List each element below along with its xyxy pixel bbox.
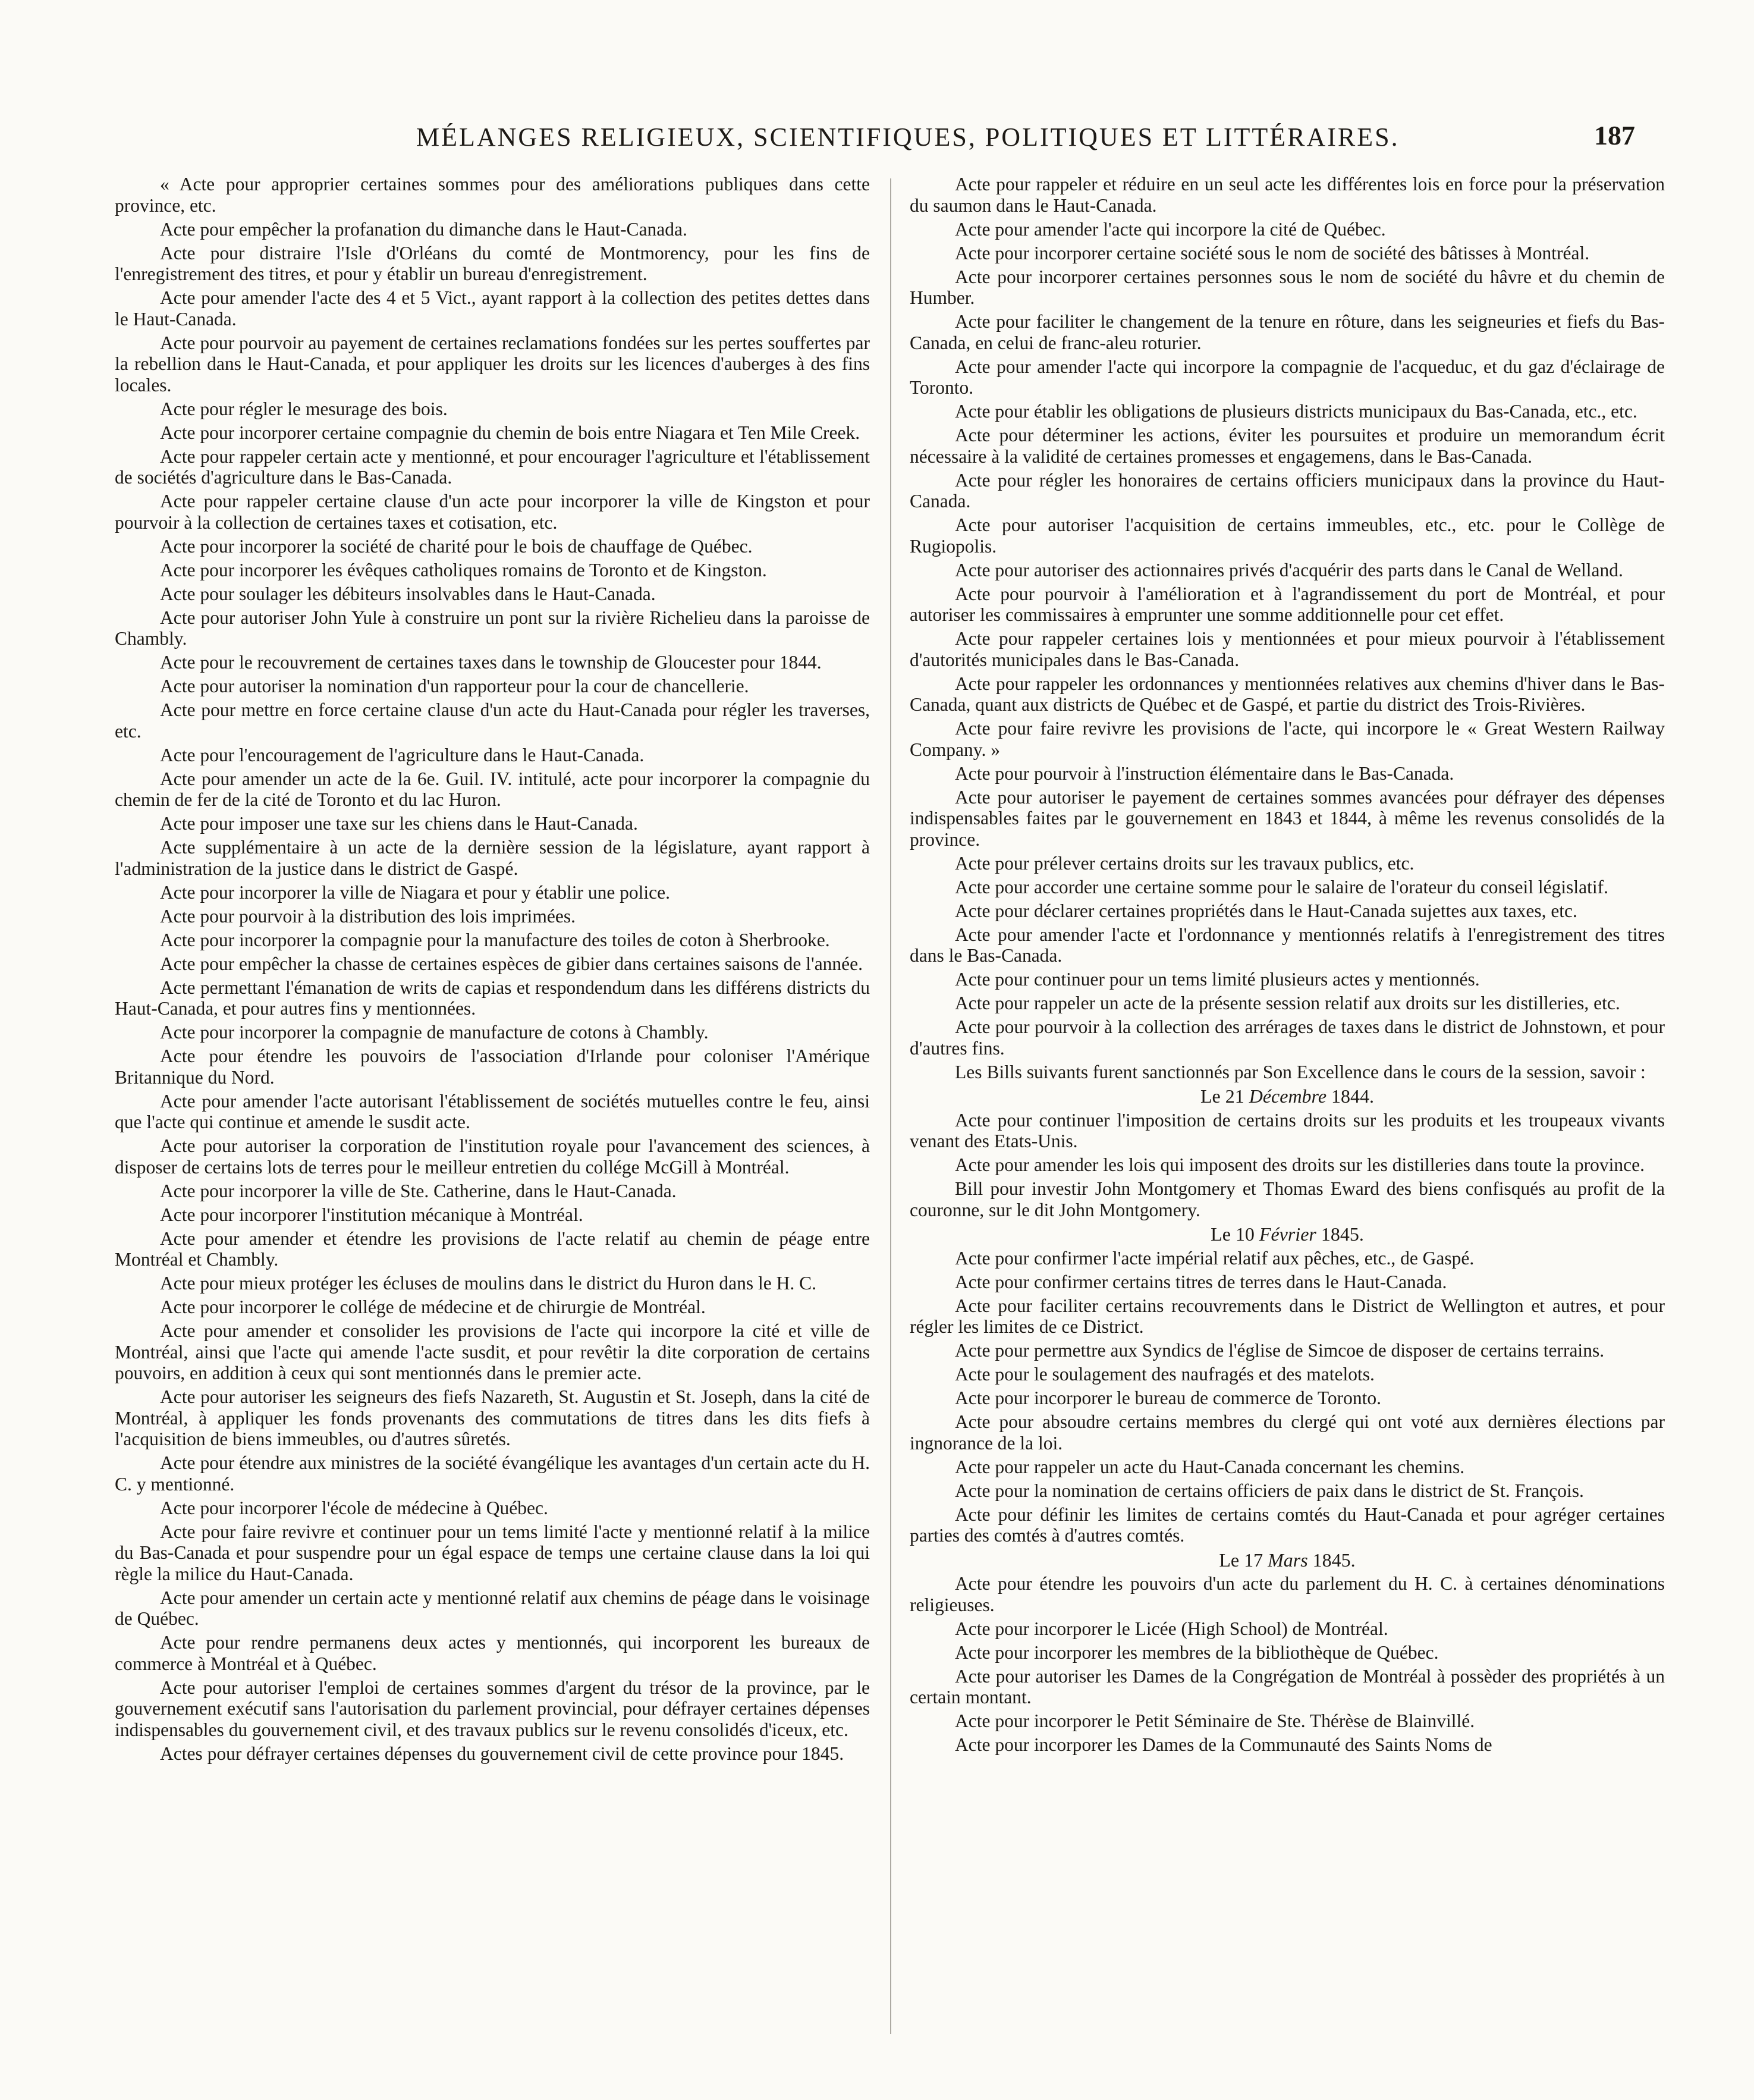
act-paragraph: Acte pour rappeler certaine clause d'un acte pour incorporer la ville de Kingston et pour pourvoir à la collection de certaines taxes et cotisation, etc. bbox=[115, 491, 870, 533]
section-3-acts bbox=[910, 1573, 1665, 1756]
act-paragraph: Acte pour amender l'acte qui incorpore la cité de Québec. bbox=[955, 218, 1386, 240]
act-paragraph: Acte pour le soulagement des naufragés et des matelots. bbox=[955, 1364, 1375, 1385]
act-paragraph: Acte pour prélever certains droits sur les travaux publics, etc. bbox=[955, 852, 1414, 874]
act-paragraph: Bill pour investir John Montgomery et Thomas Eward des biens confisqués au profit de la couronne, sur le dit John Montgomery. bbox=[910, 1178, 1665, 1220]
act-paragraph: Acte pour déclarer certaines propriétés dans le Haut-Canada sujettes aux taxes, etc. bbox=[955, 900, 1577, 921]
act-paragraph: Acte pour étendre aux ministres de la société évangélique les avantages d'un certain acte du H. C. y mentionné. bbox=[115, 1452, 870, 1495]
act-paragraph: Acte pour mettre en force certaine clause d'un acte du Haut-Canada pour régler les traverses, etc. bbox=[115, 699, 870, 742]
date-prefix: Le 21 bbox=[1200, 1085, 1244, 1107]
act-paragraph: Acte pour rappeler un acte du Haut-Canada concernant les chemins. bbox=[955, 1456, 1465, 1477]
act-paragraph: Acte pour incorporer certaines personnes sous le nom de société du hâvre et du chemin de Humber. bbox=[910, 266, 1665, 308]
act-paragraph: Acte pour faciliter certains recouvrements dans le District de Wellington et autres, et pour régler les limites de ce District. bbox=[910, 1295, 1665, 1337]
left-column bbox=[115, 174, 870, 2053]
act-paragraph: Acte pour amender un certain acte y mentionné relatif aux chemins de péage dans le voisinage de Québec. bbox=[115, 1587, 870, 1629]
act-paragraph: Acte pour imposer une taxe sur les chiens dans le Haut-Canada. bbox=[160, 813, 638, 834]
act-paragraph: Acte permettant l'émanation de writs de capias et respondendum dans les différens districts du Haut-Canada, et pour autres fins y mentionnées. bbox=[115, 977, 870, 1019]
column-divider bbox=[890, 178, 891, 2034]
act-paragraph: Acte pour autoriser l'acquisition de certains immeubles, etc., etc. pour le Collège de Rugiopolis. bbox=[910, 514, 1665, 557]
act-paragraph: Acte pour autoriser la nomination d'un rapporteur pour la cour de chancellerie. bbox=[160, 676, 749, 696]
act-paragraph: Acte pour autoriser les Dames de la Congrégation de Montréal à possèder des propriétés à un certain montant. bbox=[910, 1665, 1665, 1707]
page-number: 187 bbox=[1594, 120, 1635, 150]
act-paragraph: Acte pour confirmer certains titres de terres dans le Haut-Canada. bbox=[955, 1271, 1447, 1292]
act-paragraph: Acte pour faire revivre et continuer pour un tems limité l'acte y mentionné relatif à la milice du Bas-Canada et pour suspendre pour un égal espace de temps une certaine clause dans la loi qui règle la milice du Haut-Canada. bbox=[115, 1521, 870, 1584]
act-paragraph: Acte pour permettre aux Syndics de l'église de Simcoe de disposer de certains terrains. bbox=[955, 1340, 1605, 1361]
act-paragraph: Acte pour faire revivre les provisions de l'acte, qui incorpore le « Great Western Railway Company. » bbox=[910, 718, 1665, 760]
act-paragraph: Acte pour incorporer certaine société sous le nom de société des bâtisses à Montréal. bbox=[955, 242, 1590, 263]
act-paragraph: Acte pour incorporer le collége de médecine et de chirurgie de Montréal. bbox=[160, 1297, 706, 1317]
act-paragraph: Acte pour amender un acte de la 6e. Guil. IV. intitulé, acte pour incorporer la compagnie du chemin de fer de la cité de Toronto et du lac Huron. bbox=[115, 768, 870, 810]
act-paragraph: Acte pour autoriser les seigneurs des fiefs Nazareth, St. Augustin et St. Joseph, dans la cité de Montréal, à appliquer les fonds provenants des commutations de titres dans les dits fiefs à l'acquisition de biens immeubles, ou d'autres sûretés. bbox=[115, 1386, 870, 1449]
act-paragraph: Acte pour l'encouragement de l'agriculture dans le Haut-Canada. bbox=[160, 744, 645, 765]
act-paragraph: Acte pour incorporer l'institution mécanique à Montréal. bbox=[160, 1204, 583, 1225]
act-paragraph: Acte pour étendre les pouvoirs de l'association d'Irlande pour coloniser l'Amérique Britannique du Nord. bbox=[115, 1046, 870, 1088]
act-paragraph: Acte pour pourvoir à l'amélioration et à l'agrandissement du port de Montréal, et pour autoriser les commissaires à emprunter une somme additionnelle pour cet effet. bbox=[910, 583, 1665, 625]
act-paragraph: Acte pour amender les lois qui imposent des droits sur les distilleries dans toute la province. bbox=[955, 1154, 1645, 1175]
act-paragraph: Acte pour incorporer le Petit Séminaire de Ste. Thérèse de Blainvillé. bbox=[955, 1710, 1475, 1731]
date-year: 1845. bbox=[1321, 1223, 1364, 1245]
act-paragraph: Acte pour amender l'acte et l'ordonnance y mentionnés relatifs à l'enregistrement des titres dans le Bas-Canada. bbox=[910, 924, 1665, 966]
date-heading-1 bbox=[910, 1086, 1665, 1107]
act-paragraph: Acte pour rappeler certain acte y mentionné, et pour encourager l'agriculture et l'établissement de sociétés d'agriculture dans le Bas-Canada. bbox=[115, 445, 870, 488]
date-month: Décembre bbox=[1249, 1085, 1327, 1107]
act-paragraph: Acte pour rappeler et réduire en un seul acte les différentes lois en force pour la préservation du saumon dans le Haut-Canada. bbox=[910, 174, 1665, 216]
act-paragraph: Acte pour autoriser le payement de certaines sommes avancées pour défrayer des dépenses indispensables faites par le gouvernement en 1843 et 1844, à même les revenus consolidés de la province. bbox=[910, 786, 1665, 850]
act-paragraph: Acte pour incorporer la ville de Ste. Catherine, dans le Haut-Canada. bbox=[160, 1180, 677, 1201]
bills-intro: Les Bills suivants furent sanctionnés par Son Excellence dans le cours de la session, savoir : bbox=[955, 1061, 1646, 1082]
act-paragraph: Acte pour rappeler les ordonnances y mentionnées relatives aux chemins d'hiver dans le Bas-Canada, quant aux districts de Québec et de Gaspé, et partie du district des Trois-Rivières. bbox=[910, 673, 1665, 715]
act-paragraph: Acte pour empêcher la profanation du dimanche dans le Haut-Canada. bbox=[160, 218, 687, 240]
act-paragraph: Acte pour distraire l'Isle d'Orléans du comté de Montmorency, pour les fins de l'enregistrement des titres, et pour y établir un bureau d'enregistrement. bbox=[115, 242, 870, 284]
act-paragraph: Actes pour défrayer certaines dépenses du gouvernement civil de cette province pour 1845. bbox=[160, 1743, 844, 1764]
act-paragraph: Acte pour autoriser John Yule à construire un pont sur la rivière Richelieu dans la paroisse de Chambly. bbox=[115, 607, 870, 649]
act-paragraph: Acte pour absoudre certains membres du clergé qui ont voté aux dernières élections par ingnorance de la loi. bbox=[910, 1411, 1665, 1454]
date-heading-2 bbox=[910, 1224, 1665, 1245]
act-paragraph: Acte pour confirmer l'acte impérial relatif aux pêches, etc., de Gaspé. bbox=[955, 1247, 1475, 1269]
act-paragraph: Acte pour déterminer les actions, éviter les poursuites et produire un memorandum écrit nécessaire à la validité de certaines promesses et engagemens, dans le Bas-Canada. bbox=[910, 425, 1665, 467]
act-paragraph: Acte pour régler le mesurage des bois. bbox=[160, 398, 448, 419]
act-paragraph: Acte pour continuer l'imposition de certains droits sur les produits et les troupeaux vivants venant des Etats-Unis. bbox=[910, 1109, 1665, 1151]
date-heading-3 bbox=[910, 1550, 1665, 1571]
act-paragraph: Acte pour pourvoir à la distribution des lois imprimées. bbox=[160, 905, 576, 927]
act-paragraph: Acte pour la nomination de certains officiers de paix dans le district de St. François. bbox=[955, 1480, 1584, 1501]
act-paragraph: Acte pour incorporer le Licée (High School) de Montréal. bbox=[955, 1618, 1388, 1639]
act-paragraph: « Acte pour approprier certaines sommes pour des améliorations publiques dans cette province, etc. bbox=[115, 174, 870, 216]
date-month: Mars bbox=[1268, 1549, 1308, 1571]
act-paragraph: Acte pour pourvoir au payement de certaines reclamations fondées sur les pertes souffertes par la rebellion dans le Haut-Canada, et pour appliquer les droits sur les licences d'auberges à des fins locales. bbox=[115, 332, 870, 395]
act-paragraph: Acte pour continuer pour un tems limité plusieurs actes y mentionnés. bbox=[955, 969, 1480, 990]
act-paragraph: Acte pour rappeler un acte de la présente session relatif aux droits sur les distilleries, etc. bbox=[955, 993, 1620, 1013]
act-paragraph: Acte pour amender l'acte autorisant l'établissement de sociétés mutuelles contre le feu, ainsi que l'acte qui continue et amende le susdit acte. bbox=[115, 1090, 870, 1132]
act-paragraph: Acte pour amender l'acte qui incorpore la compagnie de l'acqueduc, et du gaz d'éclairage de Toronto. bbox=[910, 356, 1665, 398]
act-paragraph: Acte pour accorder une certaine somme pour le salaire de l'orateur du conseil législatif. bbox=[955, 876, 1608, 897]
section-2-acts bbox=[910, 1248, 1665, 1546]
act-paragraph: Acte supplémentaire à un acte de la dernière session de la législature, ayant rapport à l'administration de la justice dans le district de Gaspé. bbox=[115, 837, 870, 879]
act-paragraph: Acte pour incorporer la compagnie pour la manufacture des toiles de coton à Sherbrooke. bbox=[160, 929, 830, 950]
section-1-acts bbox=[910, 1110, 1665, 1221]
date-year: 1845. bbox=[1312, 1549, 1356, 1571]
act-paragraph: Acte pour faciliter le changement de la tenure en rôture, dans les seigneuries et fiefs du Bas-Canada, en celui de franc-aleu roturier. bbox=[910, 311, 1665, 353]
act-paragraph: Acte pour amender et consolider les provisions de l'acte qui incorpore la cité et ville de Montréal, ainsi que l'acte qui amende l'acte susdit, et pour revêtir la dite corporation de certains pouvoirs, en addition à ceux qui sont mentionnés dans le premier acte. bbox=[115, 1320, 870, 1383]
act-paragraph: Acte pour incorporer la ville de Niagara et pour y établir une police. bbox=[160, 881, 671, 903]
act-paragraph: Acte pour établir les obligations de plusieurs districts municipaux du Bas-Canada, etc., etc. bbox=[955, 401, 1637, 422]
act-paragraph: Acte pour rappeler certaines lois y mentionnées et pour mieux pourvoir à l'établissement d'autorités municipales dans le Bas-Canada. bbox=[910, 628, 1665, 670]
act-paragraph: Acte pour incorporer l'école de médecine à Québec. bbox=[160, 1497, 548, 1518]
act-paragraph: Acte pour incorporer les membres de la bibliothèque de Québec. bbox=[955, 1641, 1439, 1663]
date-month: Février bbox=[1259, 1223, 1316, 1245]
act-paragraph: Acte pour le recouvrement de certaines taxes dans le township de Gloucester pour 1844. bbox=[160, 652, 822, 673]
act-paragraph: Acte pour incorporer les évêques catholiques romains de Toronto et de Kingston. bbox=[160, 559, 767, 580]
date-year: 1844. bbox=[1331, 1085, 1375, 1107]
date-prefix: Le 10 bbox=[1211, 1223, 1255, 1245]
act-paragraph: Acte pour autoriser la corporation de l'institution royale pour l'avancement des sciences, à disposer de certains lots de terres pour le meilleur entretien du collége McGill à Montréal. bbox=[115, 1135, 870, 1178]
date-prefix: Le 17 bbox=[1219, 1549, 1263, 1571]
act-paragraph: Acte pour amender et étendre les provisions de l'acte relatif au chemin de péage entre Montréal et Chambly. bbox=[115, 1228, 870, 1270]
act-paragraph: Acte pour définir les limites de certains comtés du Haut-Canada et pour agréger certaines parties des comtés à d'autres comtés. bbox=[910, 1503, 1665, 1546]
right-column bbox=[910, 174, 1665, 2053]
act-paragraph: Acte pour pourvoir à l'instruction élémentaire dans le Bas-Canada. bbox=[955, 762, 1454, 784]
act-paragraph: Acte pour pourvoir à la collection des arrérages de taxes dans le district de Johnstown, et pour d'autres fins. bbox=[910, 1016, 1665, 1059]
act-paragraph: Acte pour empêcher la chasse de certaines espèces de gibier dans certaines saisons de l'année. bbox=[160, 953, 863, 974]
act-paragraph: Acte pour rendre permanens deux actes y mentionnés, qui incorporent les bureaux de commerce à Montréal et à Québec. bbox=[115, 1632, 870, 1674]
running-title: MÉLANGES RELIGIEUX, SCIENTIFIQUES, POLITIQUES ET LITTÉRAIRES. bbox=[416, 123, 1400, 152]
act-paragraph: Acte pour incorporer les Dames de la Communauté des Saints Noms de bbox=[955, 1734, 1492, 1755]
act-paragraph: Acte pour soulager les débiteurs insolvables dans le Haut-Canada. bbox=[160, 583, 656, 604]
act-paragraph: Acte pour incorporer la société de charité pour le bois de chauffage de Québec. bbox=[160, 535, 753, 557]
running-header bbox=[107, 122, 1635, 158]
act-paragraph: Acte pour incorporer certaine compagnie du chemin de bois entre Niagara et Ten Mile Creek. bbox=[160, 422, 860, 443]
right-column-acts bbox=[910, 174, 1665, 1059]
act-paragraph: Acte pour mieux protéger les écluses de moulins dans le district du Huron dans le H. C. bbox=[160, 1273, 817, 1294]
act-paragraph: Acte pour incorporer le bureau de commerce de Toronto. bbox=[955, 1388, 1382, 1408]
act-paragraph: Acte pour amender l'acte des 4 et 5 Vict., ayant rapport à la collection des petites dettes dans le Haut-Canada. bbox=[115, 287, 870, 329]
act-paragraph: Acte pour autoriser des actionnaires privés d'acquérir des parts dans le Canal de Welland. bbox=[955, 559, 1623, 580]
act-paragraph: Acte pour régler les honoraires de certains officiers municipaux dans la province du Haut-Canada. bbox=[910, 469, 1665, 511]
act-paragraph: Acte pour autoriser l'emploi de certaines sommes d'argent du trésor de la province, par le gouvernement exécutif sans l'autorisation du parlement provincial, pour défrayer certaines dépenses indispensables du gouvernement civil, et des travaux publics sur le revenu consolidés d'iceux, etc. bbox=[115, 1677, 870, 1740]
act-paragraph: Acte pour incorporer la compagnie de manufacture de cotons à Chambly. bbox=[160, 1022, 709, 1043]
act-paragraph: Acte pour étendre les pouvoirs d'un acte du parlement du H. C. à certaines dénominations religieuses. bbox=[910, 1573, 1665, 1615]
